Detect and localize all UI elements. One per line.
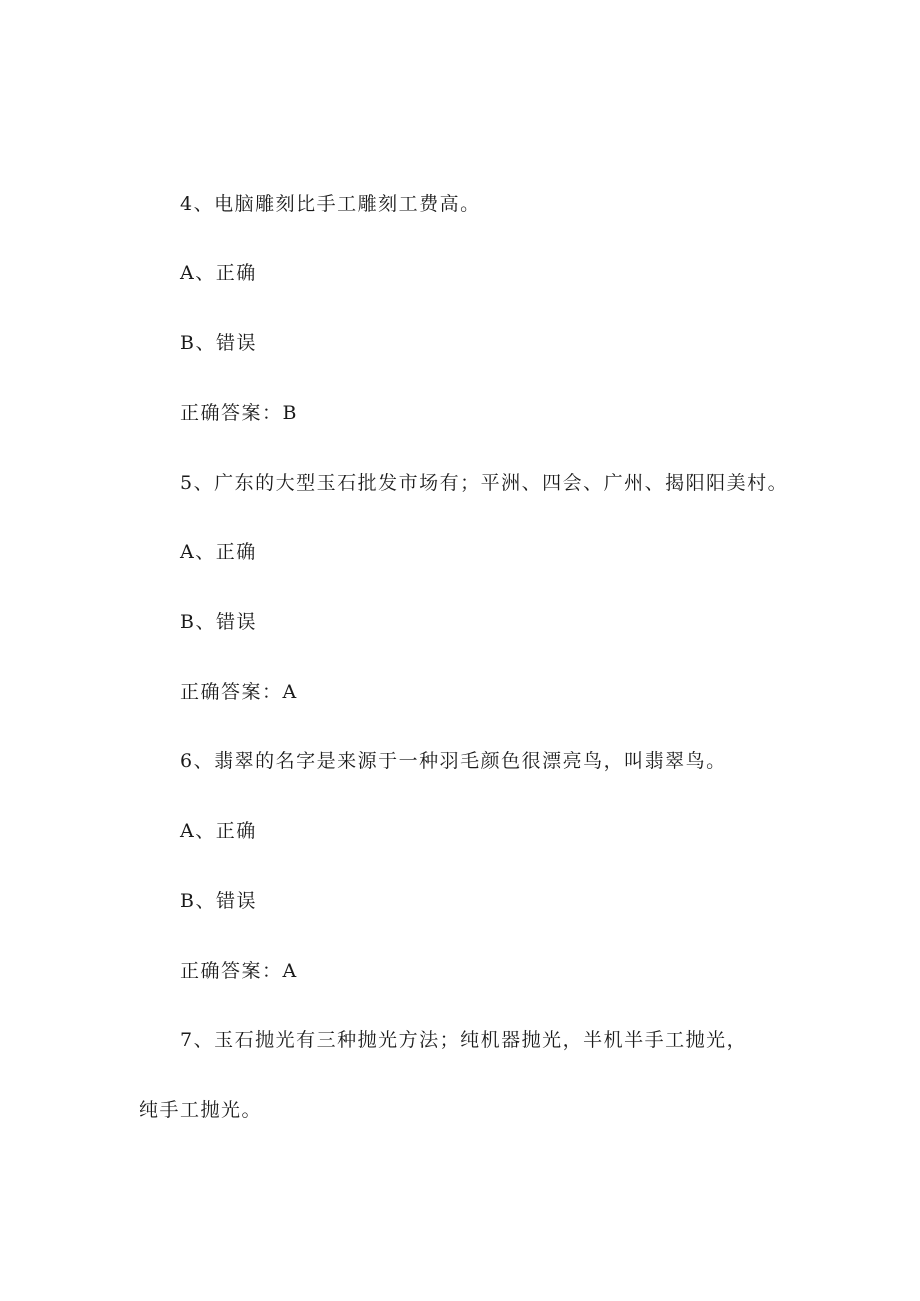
question-6-option-b: B、错误 — [180, 890, 257, 912]
question-7-stem: 7、玉石抛光有三种抛光方法；纯机器抛光，半机半手工抛光， — [180, 1029, 748, 1051]
question-5-option-b: B、错误 — [180, 611, 257, 633]
question-4-option-a: A、正确 — [180, 262, 257, 284]
question-4-stem: 4、电脑雕刻比手工雕刻工费高。 — [180, 193, 481, 215]
question-4-answer: 正确答案：B — [180, 402, 298, 424]
question-6-option-a: A、正确 — [180, 820, 257, 842]
question-5-stem: 5、广东的大型玉石批发市场有；平洲、四会、广州、揭阳阳美村。 — [180, 472, 789, 494]
question-6-stem: 6、翡翠的名字是来源于一种羽毛颜色很漂亮鸟，叫翡翠鸟。 — [180, 750, 727, 772]
question-5-answer: 正确答案：A — [180, 681, 298, 703]
question-6-answer: 正确答案：A — [180, 960, 298, 982]
question-7-stem-continued: 纯手工抛光。 — [139, 1099, 263, 1121]
question-5-option-a: A、正确 — [180, 541, 257, 563]
question-4-option-b: B、错误 — [180, 332, 257, 354]
